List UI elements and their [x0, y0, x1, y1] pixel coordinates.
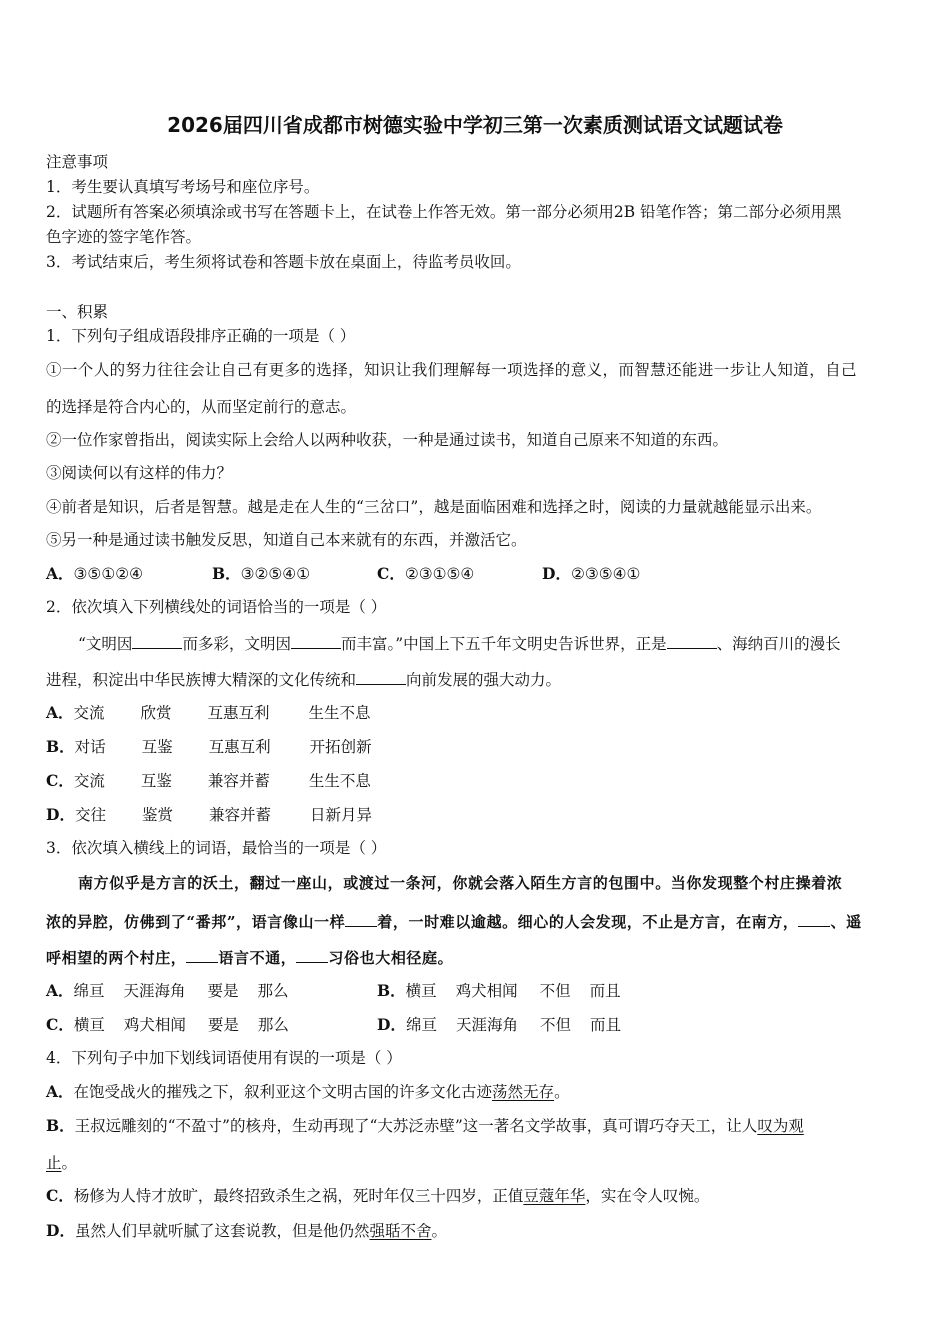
- notice-item: 1．考生要认真填写考场号和座位序号。: [46, 178, 320, 196]
- notice-heading: 注意事项: [46, 153, 109, 171]
- q2-passage-line: 进程，积淀出中华民族博大精深的文化传统和 向前发展的强大动力。: [46, 668, 561, 690]
- q3-passage-line: 浓的异腔，仿佛到了“番邦”，语言像山一样 着，一时难以逾越。细心的人会发现，不止是方言，在南方， 、遥: [46, 910, 862, 932]
- section-heading: 一、积累: [46, 303, 109, 321]
- q1-option-b[interactable]: B．③②⑤④①: [212, 564, 311, 583]
- q1-option-a[interactable]: A．③⑤①②④: [46, 564, 144, 583]
- q1-sentence: ①一个人的努力往往会让自己有更多的选择，知识让我们理解每一项选择的意义，而智慧还能进一步让人知道，自己: [46, 361, 857, 379]
- q3-option-c[interactable]: C．横亘 鸡犬相闻 要是 那么: [46, 1015, 289, 1034]
- q1-option-d[interactable]: D．②③⑤④①: [542, 564, 641, 583]
- q2-option-d[interactable]: D．交往 鉴赏 兼容并蓄 日新月异: [46, 805, 372, 824]
- q1-sentence: ③阅读何以有这样的伟力？: [46, 464, 233, 482]
- fill-blank[interactable]: [186, 946, 218, 963]
- notice-item: 2．试题所有答案必须填涂或书写在答题卡上，在试卷上作答无效。第一部分必须用2B 铅笔作答；第二部分必须用黑: [46, 203, 842, 221]
- q4-option-b-continued: 止。: [46, 1154, 78, 1172]
- fill-blank[interactable]: [132, 632, 182, 649]
- q1-sentence: ④前者是知识，后者是智慧。越是走在人生的“三岔口”，越是面临困难和选择之时，阅读的力量就越能显示出来。: [46, 498, 822, 516]
- page-title: 2026届四川省成都市树德实验中学初三第一次素质测试语文试题试卷: [167, 113, 783, 137]
- q2-passage-line: “文明因 而多彩，文明因 而丰富。”中国上下五千年文明史告诉世界，正是 、海纳百川的漫长: [78, 632, 841, 654]
- q4-stem: 4．下列句子中加下划线词语使用有误的一项是（ ）: [46, 1049, 402, 1067]
- q1-sentence: ②一位作家曾指出，阅读实际上会给人以两种收获，一种是通过读书，知道自己原来不知道的东西。: [46, 431, 729, 449]
- underlined-phrase: 荡然无存: [492, 1083, 555, 1101]
- q2-option-c[interactable]: C．交流 互鉴 兼容并蓄 生生不息: [46, 771, 371, 790]
- q3-passage-line: 南方似乎是方言的沃土，翻过一座山，或渡过一条河，你就会落入陌生方言的包围中。当你发现整个村庄操着浓: [78, 874, 843, 892]
- fill-blank[interactable]: [296, 946, 328, 963]
- notice-item: 3．考试结束后，考生须将试卷和答题卡放在桌面上，待监考员收回。: [46, 253, 521, 271]
- q3-option-b[interactable]: B．横亘 鸡犬相闻 不但 而且: [377, 981, 621, 1000]
- q1-sentence: ⑤另一种是通过读书触发反思，知道自己本来就有的东西，并激活它。: [46, 531, 527, 549]
- q4-option-c[interactable]: C．杨修为人恃才放旷，最终招致杀生之祸，死时年仅三十四岁，正值豆蔻年华，实在令人叹惋。: [46, 1186, 710, 1205]
- q1-option-c[interactable]: C．②③①⑤④: [377, 564, 475, 583]
- q3-option-a[interactable]: A．绵亘 天涯海角 要是 那么: [46, 981, 289, 1000]
- underlined-phrase: 豆蔻年华: [523, 1187, 586, 1205]
- q4-option-b[interactable]: B．王叔远雕刻的“不盈寸”的核舟，生动再现了“大苏泛赤壁”这一著名文学故事，真可谓巧夺天工，让人叹为观: [46, 1116, 804, 1135]
- q3-option-d[interactable]: D．绵亘 天涯海角 不但 而且: [377, 1015, 621, 1034]
- q2-stem: 2．依次填入下列横线处的词语恰当的一项是（ ）: [46, 598, 387, 616]
- fill-blank[interactable]: [345, 910, 377, 927]
- q4-option-d[interactable]: D．虽然人们早就听腻了这套说教，但是他仍然强聒不舍。: [46, 1221, 447, 1240]
- q3-stem: 3．依次填入横线上的词语，最恰当的一项是（ ）: [46, 839, 387, 857]
- fill-blank[interactable]: [667, 632, 717, 649]
- fill-blank[interactable]: [356, 668, 406, 685]
- q4-option-a[interactable]: A．在饱受战火的摧残之下，叙利亚这个文明古国的许多文化古迹荡然无存。: [46, 1082, 570, 1101]
- fill-blank[interactable]: [291, 632, 341, 649]
- q2-option-a[interactable]: A．交流 欣赏 互惠互利 生生不息: [46, 703, 371, 722]
- underlined-phrase: 强聒不舍: [369, 1222, 432, 1240]
- fill-blank[interactable]: [798, 910, 830, 927]
- q1-stem: 1．下列句子组成语段排序正确的一项是（ ）: [46, 327, 356, 345]
- q1-sentence: 的选择是符合内心的，从而坚定前行的意志。: [46, 398, 357, 416]
- underlined-phrase: 止: [46, 1154, 62, 1172]
- q3-passage-line: 呼相望的两个村庄， 语言不通， 习俗也大相径庭。: [46, 946, 453, 968]
- underlined-phrase: 叹为观: [757, 1117, 804, 1135]
- q2-option-b[interactable]: B．对话 互鉴 互惠互利 开拓创新: [46, 737, 372, 756]
- notice-item: 色字迹的签字笔作答。: [46, 228, 202, 246]
